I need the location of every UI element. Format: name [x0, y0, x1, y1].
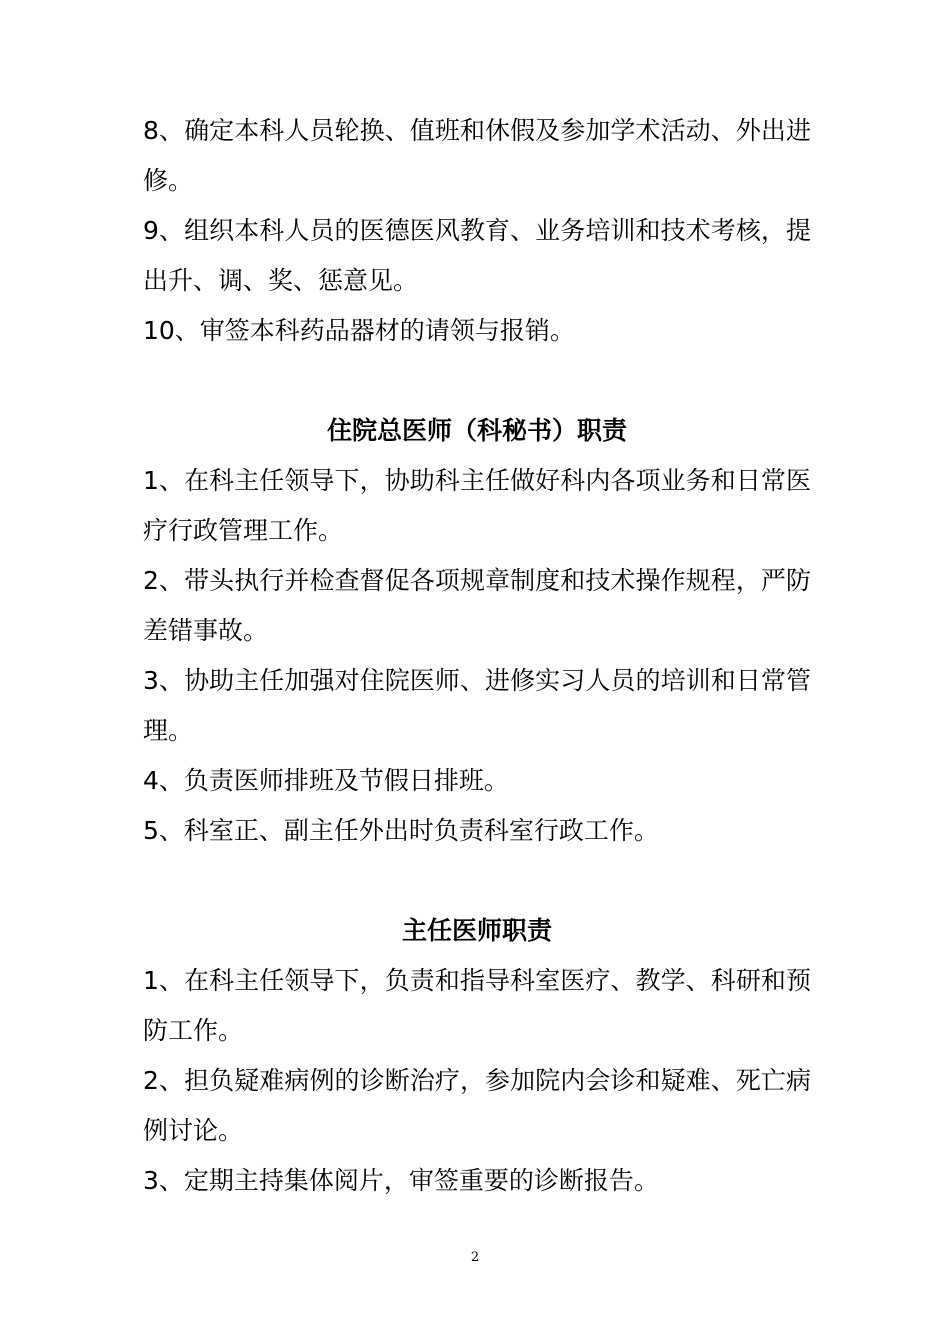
section-heading-chief-physician: 主任医师职责: [401, 916, 552, 945]
list-item: 3、定期主持集体阅片，审签重要的诊断报告。: [143, 1166, 659, 1195]
page-number: 2: [470, 1250, 480, 1265]
list-item: 1、在科主任领导下，负责和指导科室医疗、教学、科研和预防工作。: [143, 966, 811, 1045]
section-spacer: [143, 356, 811, 406]
list-item: 9、组织本科人员的医德医风教育、业务培训和技术考核，提出升、调、奖、惩意见。: [143, 216, 811, 295]
section-heading-chief-resident: 住院总医师（科秘书）职责: [326, 416, 627, 445]
section-spacer: [143, 856, 811, 906]
list-item: 2、担负疑难病例的诊断治疗，参加院内会诊和疑难、死亡病例讨论。: [143, 1066, 811, 1145]
list-item: 3、协助主任加强对住院医师、进修实习人员的培训和日常管理。: [143, 666, 811, 745]
list-item: 1、在科主任领导下，协助科主任做好科内各项业务和日常医疗行政管理工作。: [143, 466, 811, 545]
list-item: 10、审签本科药品器材的请领与报销。: [143, 316, 575, 345]
list-item: 2、带头执行并检查督促各项规章制度和技术操作规程，严防差错事故。: [143, 566, 811, 645]
list-item: 4、负责医师排班及节假日排班。: [143, 766, 509, 795]
document-body: [143, 106, 811, 1206]
list-item: 8、确定本科人员轮换、值班和休假及参加学术活动、外出进修。: [143, 116, 811, 195]
list-item: 5、科室正、副主任外出时负责科室行政工作。: [143, 816, 659, 845]
